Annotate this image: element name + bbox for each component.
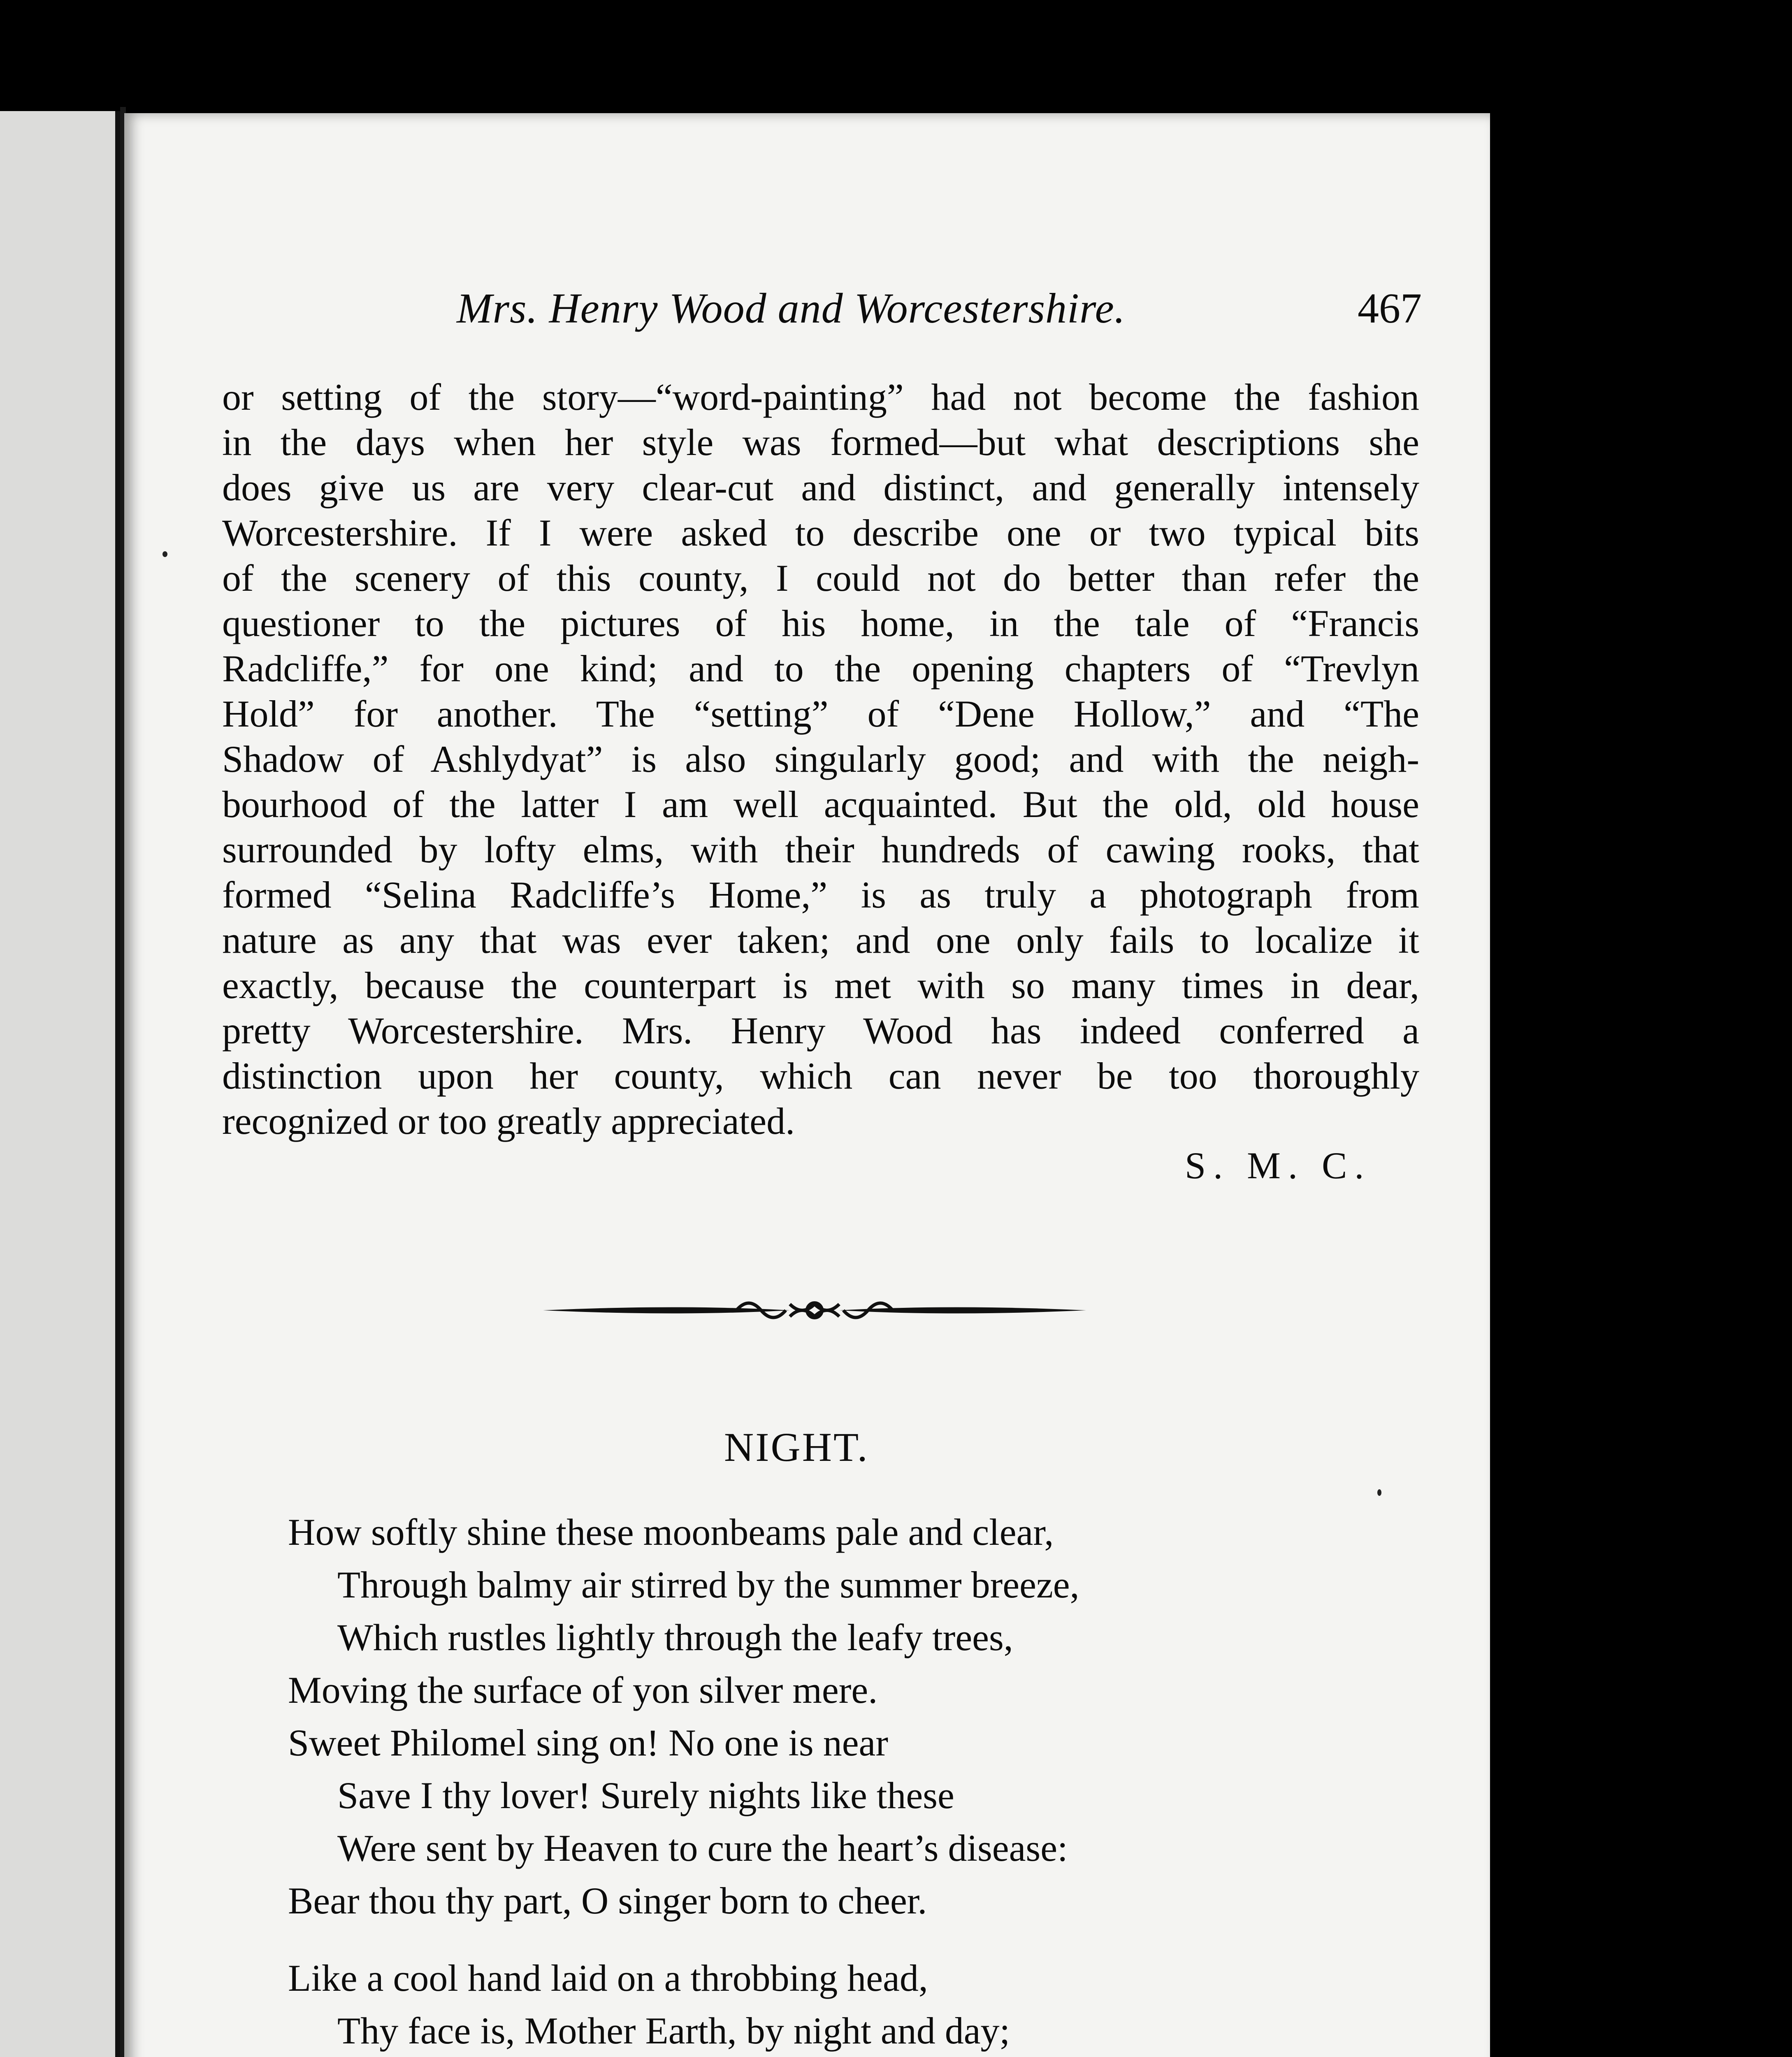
poem-line: Thy face is, Mother Earth, by night and day; — [337, 2010, 1010, 2052]
poem-line: Sweet Philomel sing on! No one is near — [288, 1722, 889, 1764]
article-line: pretty Worcestershire. Mrs. Henry Wood has indeed conferred a — [222, 1010, 1419, 1052]
poem-body — [288, 1506, 1358, 2057]
article-body — [222, 374, 1419, 1144]
article-line: of the scenery of this county, I could not do better than refer the — [222, 557, 1419, 599]
article-line: does give us are very clear-cut and distinct, and generally intensely — [222, 467, 1419, 508]
article-line: formed “Selina Radcliffe’s Home,” is as truly a photograph from — [222, 874, 1419, 916]
article-line: bourhood of the latter I am well acquainted. But the old, old house — [222, 783, 1419, 825]
poem-title: NIGHT. — [724, 1424, 869, 1470]
running-title: Mrs. Henry Wood and Worcestershire. — [457, 285, 1126, 332]
stanza-break — [288, 1927, 1358, 1952]
poem-line: How softly shine these moonbeams pale and clear, — [288, 1511, 1054, 1553]
facing-page-edge — [0, 111, 124, 2057]
poem-line: Like a cool hand laid on a throbbing head, — [288, 1957, 928, 1999]
article-line: surrounded by lofty elms, with their hundreds of cawing rooks, that — [222, 829, 1419, 871]
article-line: nature as any that was ever taken; and one only fails to localize it — [222, 919, 1419, 961]
article-line: exactly, because the counterpart is met with so many times in dear, — [222, 964, 1419, 1006]
page-speck — [162, 551, 167, 557]
poem-line: Through balmy air stirred by the summer breeze, — [337, 1564, 1079, 1606]
article-signature: S. M. C. — [1185, 1145, 1372, 1186]
poem-line: Which rustles lightly through the leafy trees, — [337, 1616, 1013, 1658]
page-speck — [1377, 1489, 1381, 1496]
article-line: questioner to the pictures of his home, in the tale of “Francis — [222, 602, 1419, 644]
article-line: or setting of the story—“word-painting” had not become the fashion — [222, 376, 1419, 418]
ornament-divider — [543, 1292, 1086, 1329]
poem-line: Were sent by Heaven to cure the heart’s disease: — [337, 1827, 1068, 1869]
article-line: Radcliffe,” for one kind; and to the opening chapters of “Trevlyn — [222, 648, 1419, 690]
article-line: in the days when her style was formed—but what descriptions she — [222, 421, 1419, 463]
page-number: 467 — [1358, 285, 1422, 332]
article-line: distinction upon her county, which can never be too thoroughly — [222, 1055, 1419, 1097]
article-line: Shadow of Ashlydyat” is also singularly good; and with the neigh- — [222, 738, 1419, 780]
poem-line: Bear thou thy part, O singer born to cheer. — [288, 1880, 927, 1922]
article-line: Hold” for another. The “setting” of “Dene Hollow,” and “The — [222, 693, 1419, 735]
article-line: recognized or too greatly appreciated. — [222, 1100, 795, 1142]
article-line: Worcestershire. If I were asked to describe one or two typical bits — [222, 512, 1419, 554]
poem-line: Moving the surface of yon silver mere. — [288, 1669, 878, 1711]
poem-line: Save I thy lover! Surely nights like these — [337, 1774, 954, 1816]
